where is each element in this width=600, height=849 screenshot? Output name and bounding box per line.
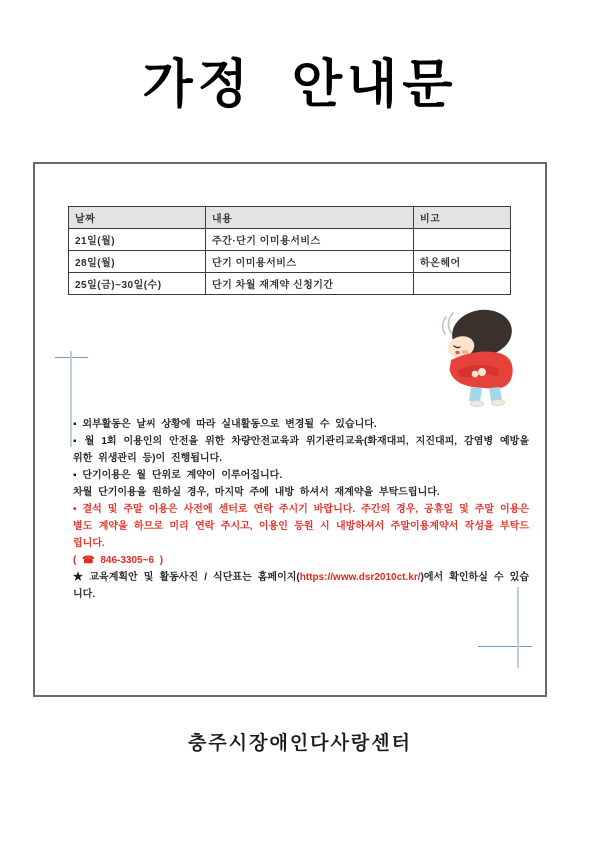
notice-text: ( ☎ 846-3305~6 ): [73, 555, 164, 566]
organization-name: 충주시장애인다사랑센터: [188, 733, 412, 754]
bullet-marker: ★: [73, 572, 90, 583]
schedule-table: [68, 206, 511, 295]
notice-paragraph: [73, 467, 529, 484]
motion-lines-icon: [443, 313, 453, 334]
page-title: 가정 안내문: [142, 56, 458, 114]
schedule-table-body: [69, 229, 511, 295]
notice-paragraph: [73, 552, 529, 569]
bullet-marker: •: [73, 504, 83, 515]
table-cell: 단기 이미용서비스: [206, 251, 414, 273]
notice-paragraph: [73, 484, 529, 501]
bullet-marker: ▪: [73, 419, 83, 430]
table-header-cell: 날짜: [69, 207, 206, 229]
notice-text: 차월 단기이용을 원하실 경우, 마지막 주에 내방 하셔서 재계약을 부탁드립니다.: [73, 487, 440, 498]
notice-paragraph: [73, 569, 529, 603]
notice-text: 외부활동은 날씨 상황에 따라 실내활동으로 변경될 수 있습니다.: [82, 419, 377, 430]
notice-paragraph: [73, 433, 529, 467]
notice-text: )에서 확인하실 수 있습니다.: [73, 572, 530, 600]
table-header-cell: 내용: [206, 207, 414, 229]
homepage-link[interactable]: https://www.dsr2010ct.kr/: [299, 572, 421, 583]
notice-paragraph: [73, 501, 529, 552]
table-row: [69, 273, 511, 295]
text-frame-anchor-line: [478, 646, 532, 647]
notice-list: [73, 416, 529, 603]
notice-text: 교육계획안 및 활동사진 / 식단표는 홈페이지(: [89, 572, 300, 583]
notice-text: 월 1회 이용인의 안전을 위한 차량안전교육과 위기관리교육(화재대피, 지진대피, 감염병 예방을 위한 위생관리 등)이 진행됩니다.: [73, 436, 529, 464]
content-box: [33, 162, 547, 697]
text-frame-anchor-line: [70, 351, 72, 447]
table-cell: 21일(월): [69, 229, 206, 251]
table-cell: 28일(월): [69, 251, 206, 273]
notice-paragraph: [73, 416, 529, 433]
table-row: [69, 251, 511, 273]
bullet-marker: ▪: [73, 470, 83, 481]
bowing-person-illustration: [437, 302, 529, 408]
table-cell: 단기 차월 재계약 신청기간: [206, 273, 414, 295]
bullet-marker: ▪: [73, 436, 85, 447]
notice-text: 단기이용은 월 단위로 계약이 이루어집니다.: [82, 470, 283, 481]
schedule-table-header-row: [69, 207, 511, 229]
table-cell: [414, 229, 511, 251]
table-header-cell: 비고: [414, 207, 511, 229]
table-cell: 주간·단기 이미용서비스: [206, 229, 414, 251]
notice-text: 결석 및 주말 이용은 사전에 센터로 연락 주시기 바랍니다. 주간의 경우, 공휴일 및 주말 이용은 별도 계약을 하므로 미리 연락 주시고, 이용인 등원 시 내방하셔서 주말이용계약서 작성을 부탁드립니다.: [73, 504, 530, 549]
table-row: [69, 229, 511, 251]
table-cell: 25일(금)~30일(수): [69, 273, 206, 295]
table-cell: [414, 273, 511, 295]
table-cell: 하온헤어: [414, 251, 511, 273]
